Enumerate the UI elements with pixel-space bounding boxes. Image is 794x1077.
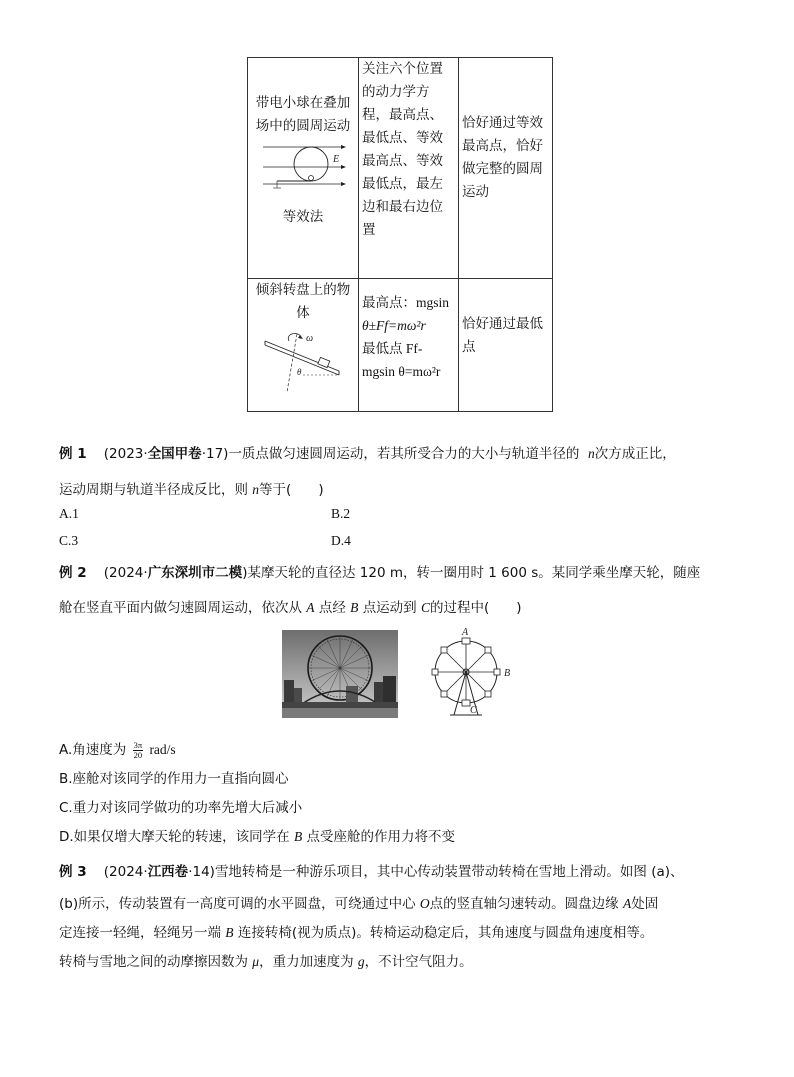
method-table xyxy=(247,57,553,412)
ex1-text: 运动周期与轨道半径成反比，则 xyxy=(59,482,248,498)
row1-col3-line: 运动 xyxy=(462,184,489,200)
ex3-text: 连接转椅(视为质点)。转椅运动稳定后，其角速度与圆盘角速度相等。 xyxy=(237,925,654,941)
ferris-wheel-schematic xyxy=(428,625,520,719)
row1-col3 xyxy=(459,58,553,279)
omega-label: ω xyxy=(306,333,314,344)
ex3-text: 转椅与雪地之间的动摩擦因数为 xyxy=(59,954,248,970)
ex3-var-mu: μ xyxy=(252,954,260,969)
ex1-text: 次方成正比， xyxy=(594,446,676,462)
ex1-var-n: n xyxy=(252,482,260,497)
ex2-label: 例 2 xyxy=(59,565,87,581)
row2-col3-line: 点 xyxy=(462,339,476,355)
row2-col3-line: 恰好通过最低 xyxy=(462,316,543,332)
row2-col2 xyxy=(359,279,459,412)
row1-col2-line: 程，最高点、 xyxy=(362,107,443,123)
ex2-text: 点运动到 xyxy=(362,600,417,616)
ex2-point-c: C xyxy=(420,600,430,615)
row2-col2-line: mgsin θ=mω²r xyxy=(362,364,441,379)
ex2-source: (2024· xyxy=(103,565,148,581)
ex2-text: 的过程中( ) xyxy=(430,600,522,616)
ex2-option-a-unit: rad/s xyxy=(149,742,176,757)
ex3-text: ，不计空气阻力。 xyxy=(364,954,473,970)
ex2-text: 某摩天轮的直径达 120 m，转一圈用时 1 600 s。某同学乘坐摩天轮，随座 xyxy=(247,565,701,581)
ex3-line3 xyxy=(59,921,653,941)
row1-col3-line: 做完整的圆周 xyxy=(462,161,543,177)
ex3-text: 定连接一轻绳，轻绳另一端 xyxy=(59,925,221,941)
row1-col3-line: 最高点，恰好 xyxy=(462,138,543,154)
ex1-line1 xyxy=(59,442,676,462)
row2-col2-line: θ±Ff=mω²r xyxy=(362,318,426,333)
ex1-option-a: A.1 xyxy=(59,506,79,521)
ex2-option-d-text: D.如果仅增大摩天轮的转速，该同学在 xyxy=(59,829,290,845)
row1-title-line2: 场中的圆周运动 xyxy=(255,118,351,134)
ex3-text: (b)所示，传动装置有一高度可调的水平圆盘，可绕通过中心 xyxy=(59,896,416,912)
row1-col2-line: 的动力学方 xyxy=(362,84,430,100)
tilted-disk-diagram xyxy=(253,329,353,393)
ex3-source-name: 江西卷 xyxy=(147,864,189,880)
row2-col2-line: 最高点：mgsin xyxy=(362,295,450,310)
ex2-option-d-text: 点受座舱的作用力将不变 xyxy=(306,829,456,845)
ex2-option-b: B.座舱对该同学的作用力一直指向圆心 xyxy=(59,771,289,787)
ex2-option-d xyxy=(59,825,455,845)
ex3-point-a: A xyxy=(622,896,632,911)
ex3-label: 例 3 xyxy=(59,864,87,880)
ex3-line2 xyxy=(59,892,658,912)
table-row xyxy=(248,279,553,412)
row1-title-line1: 带电小球在叠加 xyxy=(255,95,351,111)
ex3-var-g: g xyxy=(357,954,365,969)
schematic-point-b: B xyxy=(504,668,511,679)
theta-label: θ xyxy=(297,367,302,377)
ex1-text: 一质点做匀速圆周运动，若其所受合力的大小与轨道半径的 xyxy=(228,446,580,462)
ex3-source-num: ·14) xyxy=(188,864,215,880)
ex3-point-o: O xyxy=(419,896,430,911)
ex2-text: 点经 xyxy=(318,600,346,616)
table-row xyxy=(248,58,553,279)
ex1-source-num: ·17) xyxy=(201,446,229,462)
ex1-option-c: C.3 xyxy=(59,533,79,548)
ex2-fraction xyxy=(133,741,144,760)
row1-col2-line: 置 xyxy=(362,222,376,238)
ex2-line1 xyxy=(59,561,700,581)
row1-col2-line: 最低点，最左 xyxy=(362,176,443,192)
ex2-option-a xyxy=(59,738,176,760)
ex3-text: 雪地转椅是一种游乐项目，其中心传动装置带动转椅在雪地上滑动。如图 (a)、 xyxy=(214,864,684,880)
fraction-numerator: 3π xyxy=(133,739,143,750)
row1-col2-line: 最低点、等效 xyxy=(362,130,443,146)
ex2-option-c: C.重力对该同学做功的功率先增大后减小 xyxy=(59,800,303,816)
ex1-line2 xyxy=(59,478,324,498)
schematic-point-a: A xyxy=(462,627,469,638)
row1-col3-line: 恰好通过等效 xyxy=(462,115,543,131)
ex3-point-b: B xyxy=(225,925,234,940)
ferris-wheel-photo xyxy=(282,630,398,718)
row1-col2-line: 边和最右边位 xyxy=(362,199,443,215)
ex1-label: 例 1 xyxy=(59,446,87,462)
ex2-source-name: 广东深圳市二模 xyxy=(147,565,243,581)
ex2-point-b: B xyxy=(350,600,359,615)
ex1-option-d: D.4 xyxy=(331,533,351,548)
charged-ball-diagram xyxy=(253,140,353,200)
ex2-source-close: ) xyxy=(242,565,248,581)
ex1-source-name: 全国甲卷 xyxy=(147,446,202,462)
ex3-text: 点的竖直轴匀速转动。圆盘边缘 xyxy=(429,896,619,912)
row1-col2-line: 关注六个位置 xyxy=(362,61,443,77)
ex2-line2 xyxy=(59,596,522,616)
row1-col2 xyxy=(359,58,459,279)
row2-title-line2: 体 xyxy=(296,305,310,321)
ex3-text: 处固 xyxy=(631,896,659,912)
fraction-denominator: 20 xyxy=(133,749,143,760)
ex3-text: ，重力加速度为 xyxy=(259,954,354,970)
row1-col2-line: 最高点、等效 xyxy=(362,153,443,169)
row2-col2-line: 最低点 Ff- xyxy=(362,341,423,356)
ex1-source: (2023· xyxy=(103,446,148,462)
ex2-text: 舱在竖直平面内做匀速圆周运动，依次从 xyxy=(59,600,302,616)
row2-col1 xyxy=(248,279,359,412)
ex3-line1 xyxy=(59,860,684,880)
field-label-e: E xyxy=(333,154,340,165)
ex2-point-a: A xyxy=(306,600,315,615)
row2-col3 xyxy=(459,279,553,412)
row2-title-line1: 倾斜转盘上的物 xyxy=(255,282,351,298)
ex1-option-b: B.2 xyxy=(331,506,351,521)
method-name: 等效法 xyxy=(282,209,324,225)
ex1-text: 等于( ) xyxy=(259,482,324,498)
ex1-var-n: n xyxy=(588,446,595,461)
ex2-option-a-label: A.角速度为 xyxy=(59,742,127,758)
ex3-source: (2024· xyxy=(103,864,148,880)
ex2-option-d-point: B xyxy=(293,829,303,844)
schematic-point-c: C xyxy=(470,705,477,716)
row1-col1 xyxy=(248,58,359,279)
ex3-line4 xyxy=(59,950,473,970)
